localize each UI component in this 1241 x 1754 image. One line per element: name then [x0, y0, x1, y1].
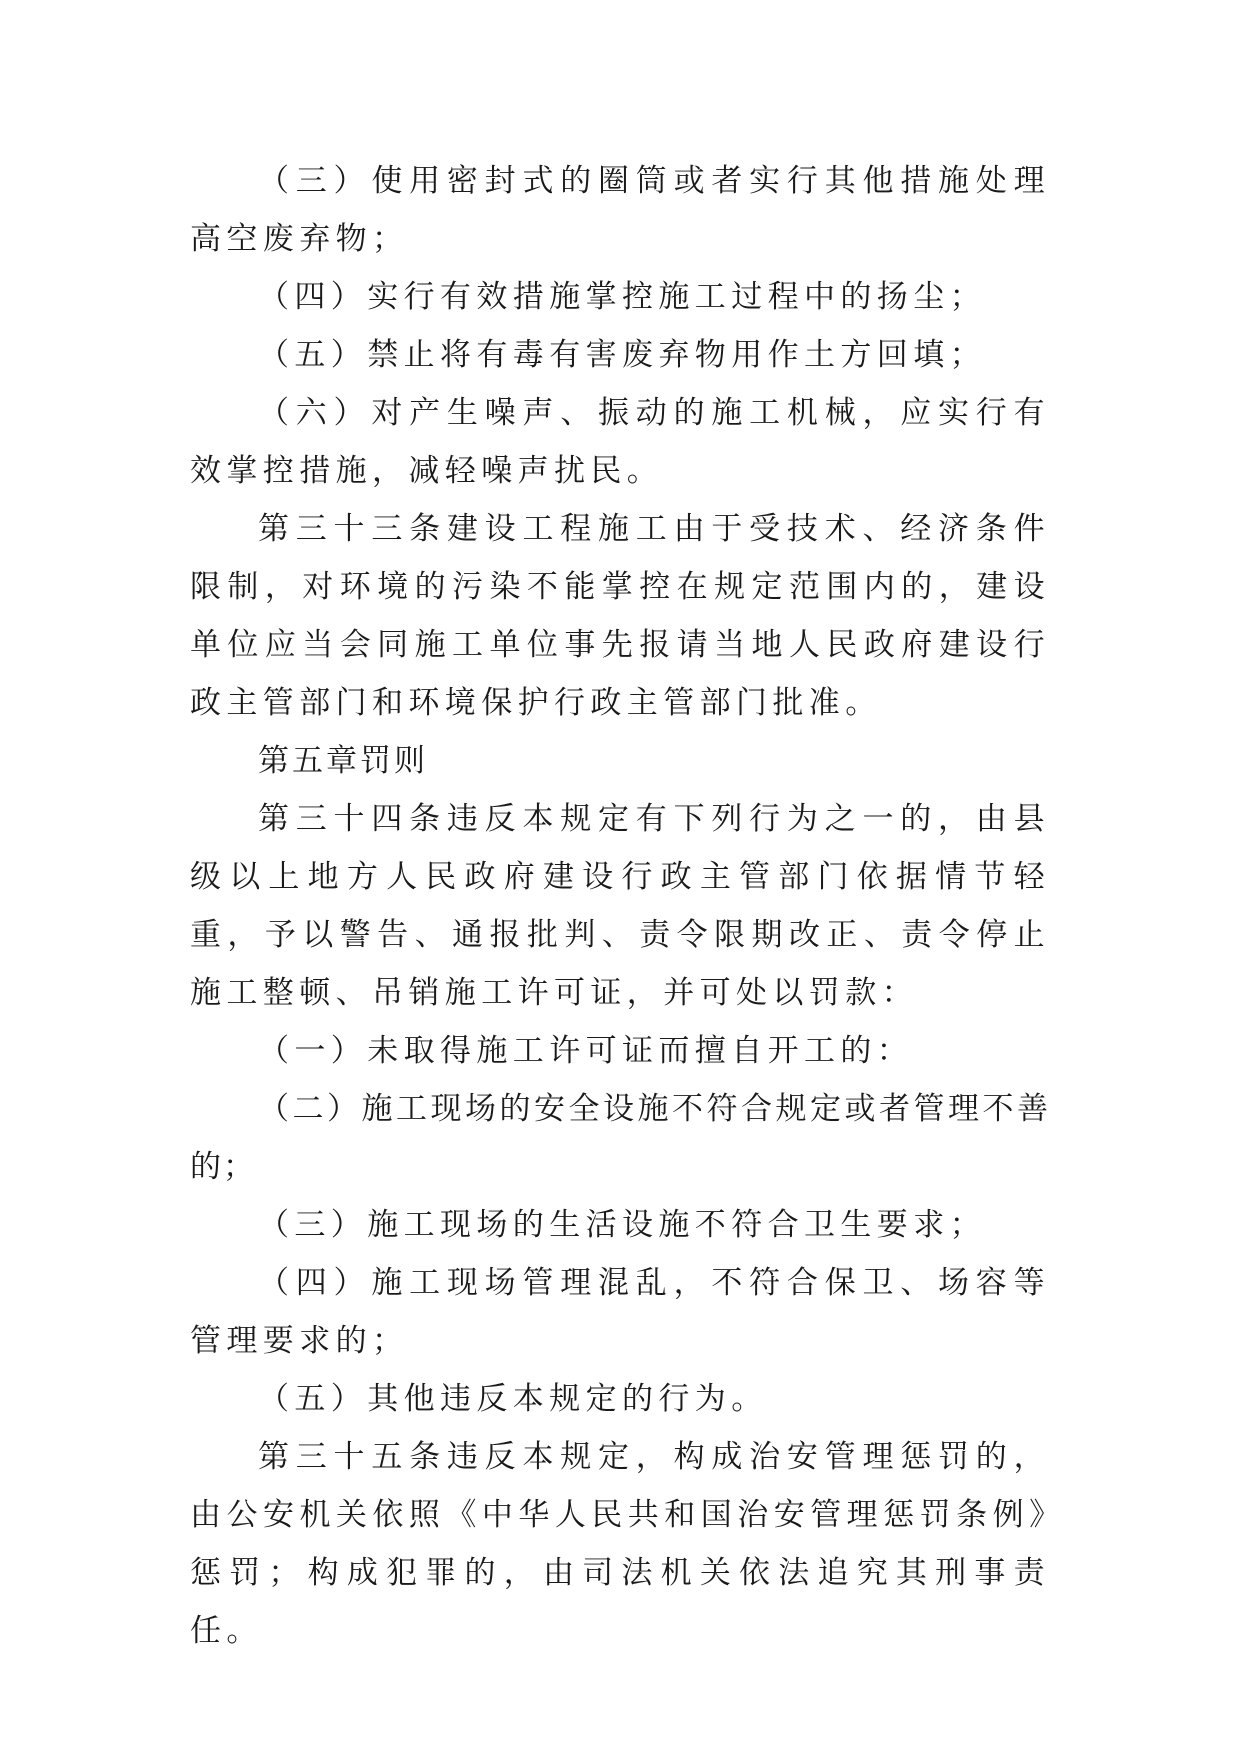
paragraph-item-5-toxic-backfill: （五）禁止将有毒有害废弃物用作土方回填；	[258, 337, 986, 373]
paragraph-article-34: 第三十四条违反本规定有下列行为之一的，由县级以上地方人民政府建设行政主管部门依据情节轻重，予以警告、通报批判、责令限期改正、责令停止施工整顿、吊销施工许可证，并可处以罚款：	[190, 801, 1050, 1011]
paragraph-article-33: 第三十三条建设工程施工由于受技术、经济条件限制，对环境的污染不能掌控在规定范围内的，建设单位应当会同施工单位事先报请当地人民政府建设行政主管部门和环境保护行政主管部门批准。	[190, 511, 1050, 721]
paragraph-item-4-site-management: （四）施工现场管理混乱，不符合保卫、场容等管理要求的；	[190, 1265, 1050, 1359]
paragraph-item-3-living-facilities: （三）施工现场的生活设施不符合卫生要求；	[258, 1207, 986, 1243]
paragraph-item-6-noise-control: （六）对产生噪声、振动的施工机械，应实行有效掌控措施，减轻噪声扰民。	[190, 395, 1050, 489]
chapter-heading-penalties: 第五章罚则	[258, 743, 428, 779]
document-page	[190, 152, 1050, 1660]
paragraph-item-5-other-violations: （五）其他违反本规定的行为。	[258, 1381, 768, 1417]
paragraph-article-35: 第三十五条违反本规定，构成治安管理惩罚的，由公安机关依照《中华人民共和国治安管理惩罚条例》惩罚；构成犯罪的，由司法机关依法追究其刑事责任。	[190, 1439, 1050, 1649]
paragraph-item-2-safety-facilities: （二）施工现场的安全设施不符合规定或者管理不善的；	[190, 1091, 1050, 1185]
paragraph-item-1-no-permit: （一）未取得施工许可证而擅自开工的：	[258, 1033, 914, 1069]
paragraph-item-4-dust-control: （四）实行有效措施掌控施工过程中的扬尘；	[258, 279, 986, 315]
paragraph-item-3-high-altitude-waste: （三）使用密封式的圈筒或者实行其他措施处理高空废弃物；	[190, 163, 1050, 257]
